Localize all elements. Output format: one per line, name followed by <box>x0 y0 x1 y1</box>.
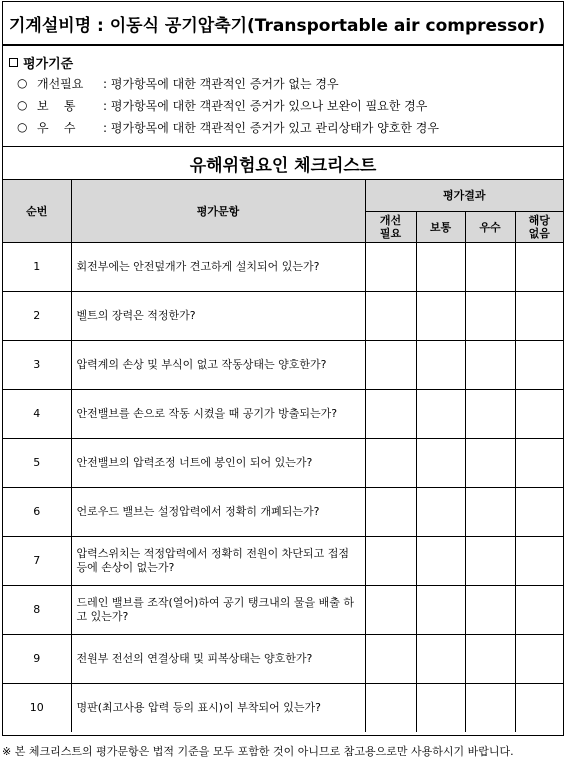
table-row <box>3 585 563 634</box>
criteria-row <box>9 116 557 138</box>
criteria-row <box>9 72 557 94</box>
table-row <box>3 242 563 291</box>
footnote: ※ 본 체크리스트의 평가문항은 법적 기준을 모두 포함한 것이 아니므로 참고용으로만 사용하시기 바랍니다. <box>2 745 514 758</box>
cell-not-applicable[interactable] <box>515 291 563 340</box>
table-row <box>3 634 563 683</box>
header-normal: 보통 <box>416 211 465 242</box>
cell-excellent[interactable] <box>465 487 515 536</box>
row-item: 안전밸브의 압력조정 너트에 봉인이 되어 있는가? <box>71 438 365 487</box>
row-number: 10 <box>3 683 71 732</box>
cell-normal[interactable] <box>416 291 465 340</box>
cell-not-applicable[interactable] <box>515 389 563 438</box>
criteria-row <box>9 94 557 116</box>
checkbox-icon <box>9 58 18 67</box>
row-number: 8 <box>3 585 71 634</box>
cell-normal[interactable] <box>416 340 465 389</box>
cell-normal[interactable] <box>416 585 465 634</box>
criteria-description: : 평가항목에 대한 객관적인 증거가 있고 관리상태가 양호한 경우 <box>103 120 439 135</box>
row-item: 압력계의 손상 및 부식이 없고 작동상태는 양호한가? <box>71 340 365 389</box>
header-excellent: 우수 <box>465 211 515 242</box>
row-number: 6 <box>3 487 71 536</box>
table-row <box>3 389 563 438</box>
cell-needs-improvement[interactable] <box>365 438 416 487</box>
header-result: 평가결과 <box>365 180 563 211</box>
row-item: 전원부 전선의 연결상태 및 피복상태는 양호한가? <box>71 634 365 683</box>
header-not-applicable: 해당 없음 <box>515 211 563 242</box>
row-number: 7 <box>3 536 71 585</box>
evaluation-criteria <box>3 46 563 147</box>
checklist-table <box>3 180 563 732</box>
header-item: 평가문항 <box>71 180 365 242</box>
cell-not-applicable[interactable] <box>515 585 563 634</box>
cell-excellent[interactable] <box>465 585 515 634</box>
cell-not-applicable[interactable] <box>515 438 563 487</box>
row-number: 4 <box>3 389 71 438</box>
cell-excellent[interactable] <box>465 340 515 389</box>
table-row <box>3 291 563 340</box>
row-number: 2 <box>3 291 71 340</box>
cell-normal[interactable] <box>416 487 465 536</box>
table-row <box>3 487 563 536</box>
header-number: 순번 <box>3 180 71 242</box>
cell-excellent[interactable] <box>465 536 515 585</box>
row-item: 언로우드 밸브는 설정압력에서 정확히 개폐되는가? <box>71 487 365 536</box>
table-row <box>3 340 563 389</box>
cell-excellent[interactable] <box>465 683 515 732</box>
criteria-grade: 보 통 <box>37 98 76 113</box>
cell-needs-improvement[interactable] <box>365 634 416 683</box>
cell-normal[interactable] <box>416 438 465 487</box>
row-number: 1 <box>3 242 71 291</box>
cell-needs-improvement[interactable] <box>365 683 416 732</box>
cell-excellent[interactable] <box>465 291 515 340</box>
cell-normal[interactable] <box>416 389 465 438</box>
table-row <box>3 683 563 732</box>
cell-excellent[interactable] <box>465 634 515 683</box>
header-needs-improvement: 개선 필요 <box>365 211 416 242</box>
table-row <box>3 438 563 487</box>
row-item: 명판(최고사용 압력 등의 표시)이 부착되어 있는가? <box>71 683 365 732</box>
criteria-heading-label: 평가기준 <box>23 57 74 72</box>
circle-bullet-icon: ○ <box>17 98 28 112</box>
circle-bullet-icon: ○ <box>17 120 28 134</box>
cell-not-applicable[interactable] <box>515 634 563 683</box>
cell-normal[interactable] <box>416 242 465 291</box>
row-item: 안전밸브를 손으로 작동 시켰을 때 공기가 방출되는가? <box>71 389 365 438</box>
cell-excellent[interactable] <box>465 242 515 291</box>
criteria-heading <box>9 53 557 72</box>
cell-not-applicable[interactable] <box>515 683 563 732</box>
cell-excellent[interactable] <box>465 438 515 487</box>
cell-excellent[interactable] <box>465 389 515 438</box>
criteria-grade: 개선필요 <box>37 76 84 91</box>
cell-not-applicable[interactable] <box>515 536 563 585</box>
row-number: 9 <box>3 634 71 683</box>
row-number: 5 <box>3 438 71 487</box>
row-number: 3 <box>3 340 71 389</box>
cell-normal[interactable] <box>416 536 465 585</box>
cell-normal[interactable] <box>416 634 465 683</box>
cell-needs-improvement[interactable] <box>365 487 416 536</box>
cell-normal[interactable] <box>416 683 465 732</box>
document-title: 기계설비명 : 이동식 공기압축기(Transportable air compressor) <box>3 2 563 46</box>
criteria-description: : 평가항목에 대한 객관적인 증거가 없는 경우 <box>103 76 339 91</box>
checklist-sheet <box>2 1 564 736</box>
cell-not-applicable[interactable] <box>515 340 563 389</box>
cell-needs-improvement[interactable] <box>365 291 416 340</box>
criteria-description: : 평가항목에 대한 객관적인 증거가 있으나 보완이 필요한 경우 <box>103 98 428 113</box>
row-item: 드레인 밸브를 조작(열어)하여 공기 탱크내의 물을 배출 하고 있는가? <box>71 585 365 634</box>
row-item: 압력스위치는 적정압력에서 정확히 전원이 차단되고 접점 등에 손상이 없는가? <box>71 536 365 585</box>
cell-not-applicable[interactable] <box>515 242 563 291</box>
table-row <box>3 536 563 585</box>
criteria-grade: 우 수 <box>37 120 76 135</box>
cell-needs-improvement[interactable] <box>365 536 416 585</box>
row-item: 회전부에는 안전덮개가 견고하게 설치되어 있는가? <box>71 242 365 291</box>
checklist-title: 유해위험요인 체크리스트 <box>3 147 563 180</box>
cell-needs-improvement[interactable] <box>365 242 416 291</box>
circle-bullet-icon: ○ <box>17 76 28 90</box>
cell-needs-improvement[interactable] <box>365 585 416 634</box>
cell-needs-improvement[interactable] <box>365 389 416 438</box>
cell-needs-improvement[interactable] <box>365 340 416 389</box>
cell-not-applicable[interactable] <box>515 487 563 536</box>
row-item: 벨트의 장력은 적정한가? <box>71 291 365 340</box>
